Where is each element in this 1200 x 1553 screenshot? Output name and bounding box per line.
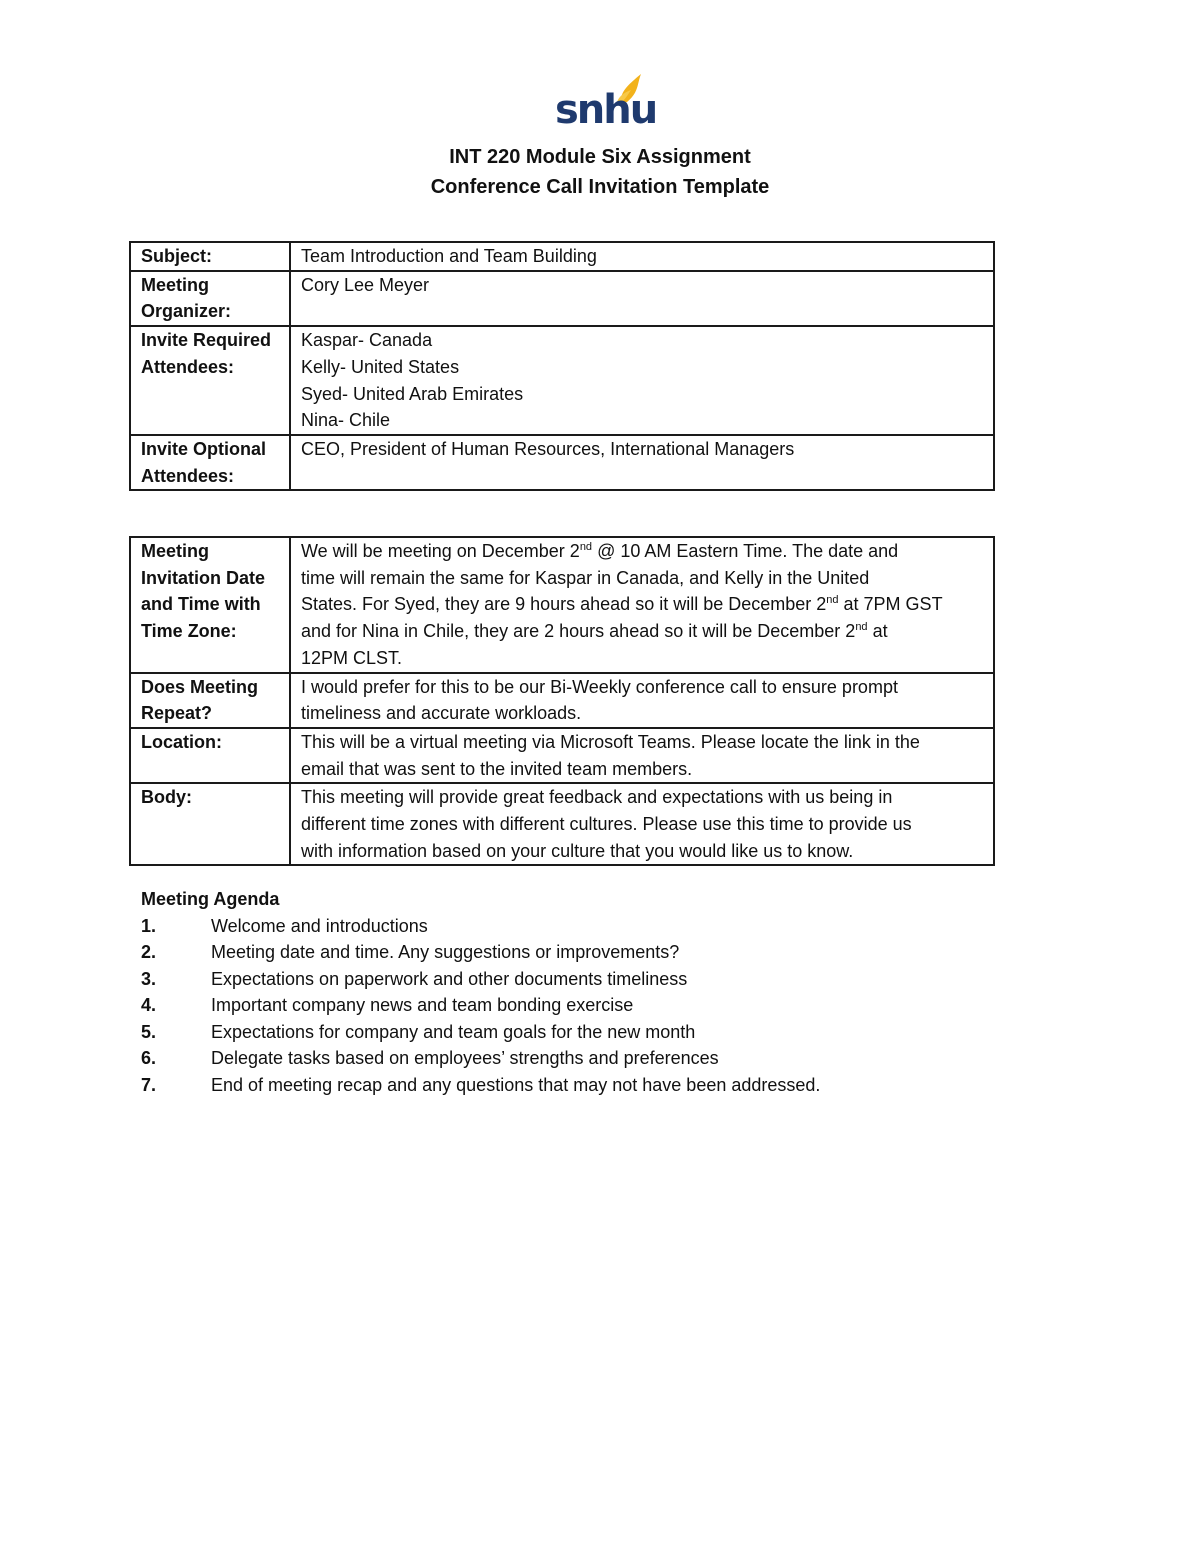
agenda-item-text: End of meeting recap and any questions that may not have been addressed. [211,1074,821,1095]
cell-label: Location: [141,731,222,752]
text-run: States. For Syed, they are 9 hours ahead so it will be December 2 [301,594,827,615]
agenda-item-number: 1. [141,915,157,936]
document-title: INT 220 Module Six Assignment [449,146,751,168]
agenda-title: Meeting Agenda [141,889,280,909]
agenda-item [141,939,1001,966]
cell-value: Cory Lee Meyer [301,274,430,295]
cell-label: Invite Required [141,330,272,351]
required-attendees-label-cell [130,326,290,435]
optional-attendees-value-cell [290,435,994,490]
cell-label: Meeting [141,541,210,561]
agenda-item-text: Important company news and team bonding exercise [211,995,634,1015]
agenda-item-number: 6. [141,1048,157,1068]
table-row [130,326,994,435]
cell-label: Subject: [141,246,213,266]
cell-label: and Time with [141,594,261,615]
cell-value-line: time will remain the same for Kaspar in Canada, and Kelly in the United [301,567,870,588]
table-row [130,271,994,326]
datetime-label-cell [130,537,290,673]
body-label-cell [130,783,290,865]
text-run: and for Nina in Chile, they are 2 hours ahead so it will be December 2 [301,621,856,642]
snhu-logo [555,72,657,134]
cell-value-line: email that was sent to the invited team members. [301,758,693,779]
table-row [130,673,994,728]
cell-label: Organizer: [141,301,232,322]
text-run: We will be meeting on December 2 [301,541,580,561]
agenda-list [141,913,1001,1099]
agenda-item [141,992,1001,1019]
agenda-item-number: 5. [141,1021,157,1042]
repeat-value-cell [290,673,994,728]
agenda-item-number: 3. [141,968,157,989]
agenda-item [141,1045,1001,1072]
text-run: at [867,621,888,642]
cell-label: Meeting [141,274,210,295]
agenda-item-text: Meeting date and time. Any suggestions or improvements? [211,942,680,962]
agenda-item-number: 4. [141,995,157,1015]
cell-value-line: timeliness and accurate workloads. [301,703,582,724]
subject-value-cell [290,242,994,271]
cell-value-line: 12PM CLST. [301,647,403,668]
table-row [130,783,994,865]
repeat-label-cell [130,673,290,728]
ordinal-suffix: nd [855,621,868,634]
agenda-item [141,1019,1001,1046]
agenda-item [141,913,1001,940]
attendee-entry: Kaspar- Canada [301,330,433,351]
cell-value-line: This meeting will provide great feedback and expectations with us being in [301,787,893,808]
cell-value-line: I would prefer for this to be our Bi-Weekly conference call to ensure prompt [301,676,898,697]
cell-value-line [301,591,983,618]
attendee-entry: Nina- Chile [301,410,391,431]
cell-label: Repeat? [141,703,213,724]
cell-label: Attendees: [141,465,235,486]
subject-label-cell [130,242,290,271]
cell-value: CEO, President of Human Resources, International Managers [301,438,795,459]
agenda-item-text: Welcome and introductions [211,915,428,936]
agenda-item-number: 7. [141,1074,157,1095]
document-subtitle: Conference Call Invitation Template [430,176,770,198]
agenda-item [141,966,1001,993]
required-attendees-value-cell [290,326,994,435]
table-row [130,537,994,673]
cell-label: Attendees: [141,356,235,377]
ordinal-suffix: nd [579,541,593,553]
agenda-item-number: 2. [141,942,157,962]
datetime-value-cell [290,537,994,673]
attendee-entry: Kelly- United States [301,356,460,377]
cell-label: Body: [141,787,192,808]
invitation-details-table [129,241,995,491]
cell-label: Does Meeting [141,676,259,697]
logo-wordmark: snhu [555,87,657,133]
cell-label: Invite Optional [141,438,267,459]
text-run: @ 10 AM Eastern Time. The date and [592,541,899,561]
agenda-item [141,1072,1001,1099]
attendee-entry: Syed- United Arab Emirates [301,383,524,404]
meeting-details-table [129,536,995,866]
meeting-agenda [141,886,1001,1098]
cell-value-line: This will be a virtual meeting via Microsoft Teams. Please locate the link in the [301,731,920,752]
cell-value-line [301,618,983,645]
table-row [130,435,994,490]
body-value-cell [290,783,994,865]
text-run: at 7PM GST [838,594,943,615]
ordinal-suffix: nd [826,594,839,607]
organizer-value-cell [290,271,994,326]
cell-value-line: with information based on your culture that you would like us to know. [301,840,854,861]
organizer-label-cell [130,271,290,326]
location-label-cell [130,728,290,783]
cell-label: Time Zone: [141,621,237,642]
agenda-item-text: Delegate tasks based on employees’ strengths and preferences [211,1048,719,1068]
optional-attendees-label-cell [130,435,290,490]
table-row [130,728,994,783]
location-value-cell [290,728,994,783]
cell-value-line: different time zones with different cultures. Please use this time to provide us [301,814,912,835]
table-row [130,242,994,271]
cell-value-line [301,538,983,565]
agenda-item-text: Expectations for company and team goals for the new month [211,1021,696,1042]
cell-value: Team Introduction and Team Building [301,246,597,266]
agenda-item-text: Expectations on paperwork and other documents timeliness [211,968,688,989]
cell-label: Invitation Date [141,567,266,588]
